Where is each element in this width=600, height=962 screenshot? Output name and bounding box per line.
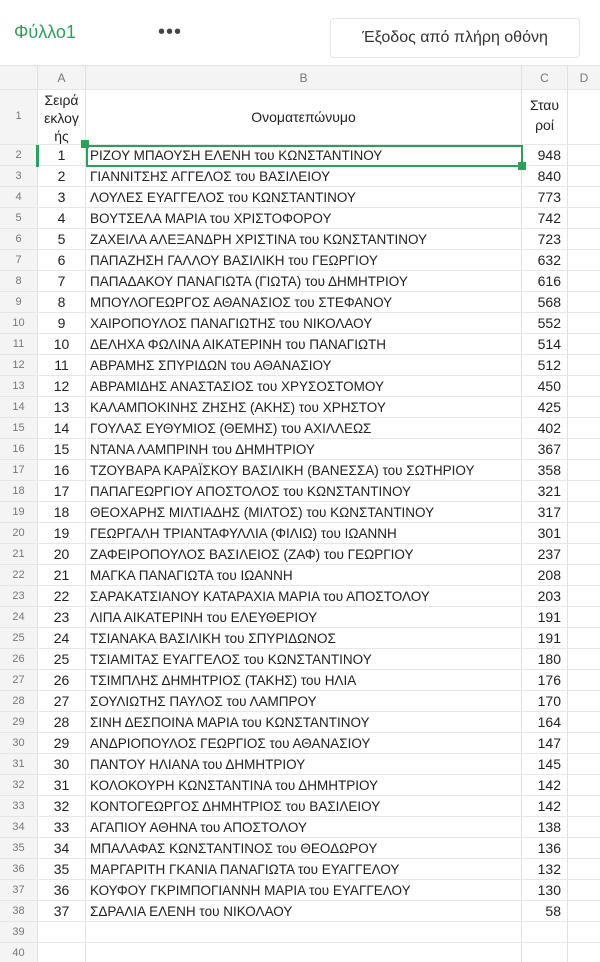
name-cell[interactable]: ΓΕΩΡΓΑΛΗ ΤΡΙΑΝΤΑΦΥΛΛΙΑ (ΦΙΛΙΩ) του ΙΩΑΝΝΗ [86,523,522,544]
name-cell[interactable]: ΓΟΥΛΑΣ ΕΥΘΥΜΙΟΣ (ΘΕΜΗΣ) του ΑΧΙΛΛΕΩΣ [86,418,522,439]
select-all-corner[interactable] [0,66,38,90]
votes-cell[interactable]: 176 [522,670,568,691]
order-cell[interactable]: 5 [38,229,86,250]
table-cell[interactable] [568,292,600,313]
table-cell[interactable] [568,271,600,292]
order-cell[interactable]: 24 [38,628,86,649]
row-header[interactable]: 21 [0,544,38,565]
order-cell[interactable]: 13 [38,397,86,418]
votes-cell[interactable]: 632 [522,250,568,271]
votes-cell[interactable]: 142 [522,775,568,796]
votes-cell[interactable]: 136 [522,838,568,859]
name-cell[interactable]: ΧΑΙΡΟΠΟΥΛΟΣ ΠΑΝΑΓΙΩΤΗΣ του ΝΙΚΟΛΑΟΥ [86,313,522,334]
table-row [0,250,600,271]
order-cell[interactable]: 19 [38,523,86,544]
table-row [0,754,600,775]
row-header[interactable]: 15 [0,418,38,439]
table-cell[interactable] [568,817,600,838]
table-cell[interactable] [568,859,600,880]
votes-cell[interactable]: 723 [522,229,568,250]
table-cell[interactable] [568,880,600,901]
name-cell[interactable]: ΠΑΠΑΖΗΣΗ ΓΑΛΛΟΥ ΒΑΣΙΛΙΚΗ του ΓΕΩΡΓΙΟΥ [86,250,522,271]
order-cell[interactable]: 17 [38,481,86,502]
order-cell[interactable]: 35 [38,859,86,880]
votes-cell[interactable]: 191 [522,607,568,628]
row-header[interactable]: 1 [0,90,38,145]
table-row [0,523,600,544]
votes-cell[interactable]: 191 [522,628,568,649]
table-row [0,607,600,628]
order-cell[interactable]: 10 [38,334,86,355]
row-header[interactable]: 27 [0,670,38,691]
name-cell[interactable]: ΝΤΑΝΑ ΛΑΜΠΡΙΝΗ του ΔΗΜΗΤΡΙΟΥ [86,439,522,460]
order-cell[interactable]: 36 [38,880,86,901]
table-row [0,271,600,292]
row-header[interactable]: 13 [0,376,38,397]
votes-cell[interactable]: 208 [522,565,568,586]
row-header[interactable]: 9 [0,292,38,313]
table-cell[interactable] [568,733,600,754]
table-row [0,208,600,229]
table-cell[interactable] [568,607,600,628]
name-cell[interactable]: ΖΑΧΕΙΛΑ ΑΛΕΞΑΝΔΡΗ ΧΡΙΣΤΙΝΑ του ΚΩΝΣΤΑΝΤΙΝΟΥ [86,229,522,250]
votes-cell[interactable]: 180 [522,649,568,670]
order-cell[interactable]: 18 [38,502,86,523]
row-header[interactable]: 37 [0,880,38,901]
order-cell[interactable]: 26 [38,670,86,691]
name-cell[interactable]: ΑΒΡΑΜΙΔΗΣ ΑΝΑΣΤΑΣΙΟΣ του ΧΡΥΣΟΣΤΟΜΟΥ [86,376,522,397]
order-cell[interactable]: 32 [38,796,86,817]
table-cell[interactable] [568,943,600,962]
table-cell[interactable] [568,712,600,733]
table-row [0,586,600,607]
table-row [0,691,600,712]
votes-cell[interactable]: 138 [522,817,568,838]
order-cell[interactable]: 20 [38,544,86,565]
table-row [0,187,600,208]
table-row [0,460,600,481]
table-row [0,901,600,922]
table-cell[interactable] [568,376,600,397]
order-cell[interactable]: 9 [38,313,86,334]
row-header[interactable]: 10 [0,313,38,334]
table-cell[interactable] [568,565,600,586]
votes-cell[interactable]: 450 [522,376,568,397]
table-row [0,481,600,502]
active-row-indicator [36,145,39,167]
votes-cell[interactable]: 773 [522,187,568,208]
row-header[interactable]: 16 [0,439,38,460]
votes-cell[interactable]: 142 [522,796,568,817]
name-cell[interactable]: ΣΑΡΑΚΑΤΣΙΑΝΟΥ ΚΑΤΑΡΑΧΙΑ ΜΑΡΙΑ του ΑΠΟΣΤΟΛΟΥ [86,586,522,607]
table-cell[interactable] [568,628,600,649]
order-cell[interactable]: 3 [38,187,86,208]
table-row [0,376,600,397]
name-cell[interactable]: ΤΣΙΑΝΑΚΑ ΒΑΣΙΛΙΚΗ του ΣΠΥΡΙΔΩΝΟΣ [86,628,522,649]
votes-cell[interactable]: 840 [522,166,568,187]
table-row [0,418,600,439]
name-cell[interactable]: ΣΔΡΑΛΙΑ ΕΛΕΝΗ του ΝΙΚΟΛΑΟΥ [86,901,522,922]
sheet-tab[interactable]: Φύλλο1 [14,22,76,42]
table-cell[interactable] [568,586,600,607]
column-header-b[interactable]: B [86,66,522,90]
votes-cell[interactable]: 170 [522,691,568,712]
row-header[interactable]: 7 [0,250,38,271]
order-cell[interactable]: 23 [38,607,86,628]
name-cell[interactable]: ΚΟΥΦΟΥ ΓΚΡΙΜΠΟΓΙΑΝΝΗ ΜΑΡΙΑ του ΕΥΑΓΓΕΛΟΥ [86,880,522,901]
table-row [0,817,600,838]
table-cell[interactable] [568,838,600,859]
name-cell[interactable]: ΜΑΡΓΑΡΙΤΗ ΓΚΑΝΙΑ ΠΑΝΑΓΙΩΤΑ του ΕΥΑΓΓΕΛΟΥ [86,859,522,880]
table-cell[interactable] [568,229,600,250]
table-header-row [0,90,600,145]
row-header[interactable]: 29 [0,712,38,733]
table-row [0,229,600,250]
order-cell[interactable]: 34 [38,838,86,859]
votes-cell[interactable]: 512 [522,355,568,376]
name-cell[interactable]: ΛΙΠΑ ΑΙΚΑΤΕΡΙΝΗ του ΕΛΕΥΘΕΡΙΟΥ [86,607,522,628]
votes-cell[interactable]: 321 [522,481,568,502]
table-cell[interactable] [568,670,600,691]
row-header[interactable]: 38 [0,901,38,922]
votes-cell[interactable]: 58 [522,901,568,922]
name-cell[interactable]: ΠΑΠΑΓΕΩΡΓΙΟΥ ΑΠΟΣΤΟΛΟΣ του ΚΩΝΣΤΑΝΤΙΝΟΥ [86,481,522,502]
votes-cell[interactable]: 132 [522,859,568,880]
table-row [0,838,600,859]
votes-cell[interactable]: 552 [522,313,568,334]
table-cell[interactable] [568,502,600,523]
name-cell[interactable]: ΓΙΑΝΝΙΤΣΗΣ ΑΓΓΕΛΟΣ του ΒΑΣΙΛΕΙΟΥ [86,166,522,187]
name-cell[interactable]: ΑΝΔΡΙΟΠΟΥΛΟΣ ΓΕΩΡΓΙΟΣ του ΑΘΑΝΑΣΙΟΥ [86,733,522,754]
table-row [0,544,600,565]
row-header[interactable]: 3 [0,166,38,187]
row-header[interactable]: 28 [0,691,38,712]
name-cell[interactable]: ΣΟΥΛΙΩΤΗΣ ΠΑΥΛΟΣ του ΛΑΜΠΡΟΥ [86,691,522,712]
name-cell[interactable] [86,943,522,962]
order-cell[interactable]: 37 [38,901,86,922]
table-cell[interactable] [568,523,600,544]
votes-cell[interactable]: 317 [522,502,568,523]
row-header[interactable]: 22 [0,565,38,586]
more-options-icon[interactable]: ••• [158,21,183,43]
table-cell[interactable] [568,397,600,418]
row-header[interactable]: 18 [0,481,38,502]
table-row [0,313,600,334]
table-cell[interactable] [568,649,600,670]
column-header-c[interactable]: C [522,66,568,90]
votes-cell[interactable]: 147 [522,733,568,754]
table-row [0,922,600,943]
order-cell[interactable]: 16 [38,460,86,481]
table-cell[interactable] [568,796,600,817]
header-cell-votes[interactable]: Σταυ ροί [522,90,568,145]
table-row [0,880,600,901]
row-header[interactable]: 4 [0,187,38,208]
table-cell[interactable] [568,90,600,145]
table-row [0,859,600,880]
table-cell[interactable] [568,922,600,943]
table-row [0,502,600,523]
name-cell[interactable]: ΠΑΠΑΔΑΚΟΥ ΠΑΝΑΓΙΩΤΑ (ΓΙΩΤΑ) του ΔΗΜΗΤΡΙΟΥ [86,271,522,292]
votes-cell[interactable]: 301 [522,523,568,544]
row-header[interactable]: 40 [0,943,38,962]
votes-cell[interactable]: 203 [522,586,568,607]
votes-cell[interactable]: 616 [522,271,568,292]
votes-cell[interactable]: 145 [522,754,568,775]
name-cell[interactable]: ΑΓΑΠΙΟΥ ΑΘΗΝΑ του ΑΠΟΣΤΟΛΟΥ [86,817,522,838]
order-cell[interactable]: 28 [38,712,86,733]
order-cell[interactable]: 29 [38,733,86,754]
exit-fullscreen-button[interactable]: Έξοδος από πλήρη οθόνη [330,18,580,58]
name-cell[interactable]: ΚΟΝΤΟΓΕΩΡΓΟΣ ΔΗΜΗΤΡΙΟΣ του ΒΑΣΙΛΕΙΟΥ [86,796,522,817]
row-header[interactable]: 23 [0,586,38,607]
order-cell[interactable]: 2 [38,166,86,187]
order-cell[interactable]: 8 [38,292,86,313]
table-row [0,796,600,817]
table-row [0,334,600,355]
name-cell[interactable]: ΡΙΖΟΥ ΜΠΑΟΥΣΗ ΕΛΕΝΗ του ΚΩΝΣΤΑΝΤΙΝΟΥ [86,145,522,166]
table-row [0,292,600,313]
row-header[interactable]: 2 [0,145,38,166]
votes-cell[interactable] [522,922,568,943]
order-cell[interactable]: 12 [38,376,86,397]
row-header[interactable]: 11 [0,334,38,355]
table-cell[interactable] [568,418,600,439]
row-header[interactable]: 8 [0,271,38,292]
row-header[interactable]: 32 [0,775,38,796]
name-cell[interactable]: ΖΑΦΕΙΡΟΠΟΥΛΟΣ ΒΑΣΙΛΕΙΟΣ (ΖΑΦ) του ΓΕΩΡΓΙΟΥ [86,544,522,565]
order-cell[interactable]: 30 [38,754,86,775]
table-cell[interactable] [568,439,600,460]
table-row [0,943,600,962]
votes-cell[interactable]: 425 [522,397,568,418]
name-cell[interactable]: ΛΟΥΛΕΣ ΕΥΑΓΓΕΛΟΣ του ΚΩΝΣΤΑΝΤΙΝΟΥ [86,187,522,208]
name-cell[interactable]: ΤΖΟΥΒΑΡΑ ΚΑΡΑΪΣΚΟΥ ΒΑΣΙΛΙΚΗ (ΒΑΝΕΣΣΑ) του ΣΩΤΗΡΙΟΥ [86,460,522,481]
row-header[interactable]: 31 [0,754,38,775]
order-cell[interactable]: 7 [38,271,86,292]
name-cell[interactable]: ΚΑΛΑΜΠΟΚΙΝΗΣ ΖΗΣΗΣ (ΑΚΗΣ) του ΧΡΗΣΤΟΥ [86,397,522,418]
order-cell[interactable]: 6 [38,250,86,271]
top-toolbar [0,0,600,66]
row-header[interactable]: 19 [0,502,38,523]
row-header[interactable]: 30 [0,733,38,754]
header-cell-name[interactable]: Ονοματεπώνυμο [86,90,522,145]
table-row [0,775,600,796]
table-row [0,670,600,691]
order-cell[interactable]: 1 [38,145,86,166]
row-header[interactable]: 33 [0,796,38,817]
name-cell[interactable]: ΠΑΝΤΟΥ ΗΛΙΑΝΑ του ΔΗΜΗΤΡΙΟΥ [86,754,522,775]
row-header[interactable]: 39 [0,922,38,943]
table-row [0,439,600,460]
order-cell[interactable]: 27 [38,691,86,712]
order-cell[interactable]: 15 [38,439,86,460]
name-cell[interactable]: ΤΣΙΑΜΙΤΑΣ ΕΥΑΓΓΕΛΟΣ του ΚΩΝΣΤΑΝΤΙΝΟΥ [86,649,522,670]
table-row [0,628,600,649]
table-row [0,145,600,166]
row-header[interactable]: 35 [0,838,38,859]
order-cell[interactable] [38,943,86,962]
table-cell[interactable] [568,334,600,355]
table-cell[interactable] [568,145,600,166]
name-cell[interactable]: ΘΕΟΧΑΡΗΣ ΜΙΛΤΙΑΔΗΣ (ΜΙΛΤΟΣ) του ΚΩΝΣΤΑΝΤΙΝΟΥ [86,502,522,523]
table-cell[interactable] [568,775,600,796]
table-cell[interactable] [568,481,600,502]
row-header[interactable]: 12 [0,355,38,376]
name-cell[interactable]: ΜΑΓΚΑ ΠΑΝΑΓΙΩΤΑ του ΙΩΑΝΝΗ [86,565,522,586]
table-cell[interactable] [568,313,600,334]
table-cell[interactable] [568,691,600,712]
order-cell[interactable]: 11 [38,355,86,376]
table-cell[interactable] [568,166,600,187]
table-row [0,565,600,586]
votes-cell[interactable]: 130 [522,880,568,901]
table-cell[interactable] [568,355,600,376]
votes-cell[interactable]: 164 [522,712,568,733]
name-cell[interactable] [86,922,522,943]
table-row [0,733,600,754]
votes-cell[interactable]: 514 [522,334,568,355]
table-cell[interactable] [568,208,600,229]
order-cell[interactable] [38,922,86,943]
row-header[interactable]: 24 [0,607,38,628]
column-header-row [0,66,600,90]
votes-cell[interactable]: 568 [522,292,568,313]
table-row [0,166,600,187]
order-cell[interactable]: 22 [38,586,86,607]
row-header[interactable]: 36 [0,859,38,880]
votes-cell[interactable]: 742 [522,208,568,229]
row-header[interactable]: 34 [0,817,38,838]
row-header[interactable]: 26 [0,649,38,670]
votes-cell[interactable]: 402 [522,418,568,439]
row-header[interactable]: 20 [0,523,38,544]
table-cell[interactable] [568,544,600,565]
votes-cell[interactable] [522,943,568,962]
table-cell[interactable] [568,901,600,922]
selection-fill-handle[interactable] [518,162,526,170]
row-header[interactable]: 5 [0,208,38,229]
column-header-a[interactable]: A [38,66,86,90]
name-cell[interactable]: ΑΒΡΑΜΗΣ ΣΠΥΡΙΔΩΝ του ΑΘΑΝΑΣΙΟΥ [86,355,522,376]
name-cell[interactable]: ΜΠΟΥΛΟΓΕΩΡΓΟΣ ΑΘΑΝΑΣΙΟΣ του ΣΤΕΦΑΝΟΥ [86,292,522,313]
row-header[interactable]: 25 [0,628,38,649]
row-header[interactable]: 6 [0,229,38,250]
name-cell[interactable]: ΔΕΛΗΧΑ ΦΩΛΙΝΑ ΑΙΚΑΤΕΡΙΝΗ του ΠΑΝΑΓΙΩΤΗ [86,334,522,355]
table-cell[interactable] [568,187,600,208]
order-cell[interactable]: 14 [38,418,86,439]
header-cell-order[interactable]: Σειρά εκλογ ής [38,90,86,145]
table-row [0,355,600,376]
table-row [0,397,600,418]
selection-start-handle[interactable] [81,140,89,148]
order-cell[interactable]: 25 [38,649,86,670]
order-cell[interactable]: 21 [38,565,86,586]
table-cell[interactable] [568,250,600,271]
order-cell[interactable]: 33 [38,817,86,838]
name-cell[interactable]: ΚΟΛΟΚΟΥΡΗ ΚΩΝΣΤΑΝΤΙΝΑ του ΔΗΜΗΤΡΙΟΥ [86,775,522,796]
name-cell[interactable]: ΜΠΑΛΑΦΑΣ ΚΩΝΣΤΑΝΤΙΝΟΣ του ΘΕΟΔΩΡΟΥ [86,838,522,859]
name-cell[interactable]: ΣΙΝΗ ΔΕΣΠΟΙΝΑ ΜΑΡΙΑ του ΚΩΝΣΤΑΝΤΙΝΟΥ [86,712,522,733]
name-cell[interactable]: ΒΟΥΤΣΕΛΑ ΜΑΡΙΑ του ΧΡΙΣΤΟΦΟΡΟΥ [86,208,522,229]
votes-cell[interactable]: 948 [522,145,568,166]
column-header-d[interactable]: D [568,66,600,90]
table-cell[interactable] [568,754,600,775]
votes-cell[interactable]: 367 [522,439,568,460]
order-cell[interactable]: 4 [38,208,86,229]
votes-cell[interactable]: 237 [522,544,568,565]
votes-cell[interactable]: 358 [522,460,568,481]
name-cell[interactable]: ΤΣΙΜΠΛΗΣ ΔΗΜΗΤΡΙΟΣ (ΤΑΚΗΣ) του ΗΛΙΑ [86,670,522,691]
table-row [0,712,600,733]
table-cell[interactable] [568,460,600,481]
table-row [0,649,600,670]
row-header[interactable]: 14 [0,397,38,418]
order-cell[interactable]: 31 [38,775,86,796]
row-header[interactable]: 17 [0,460,38,481]
